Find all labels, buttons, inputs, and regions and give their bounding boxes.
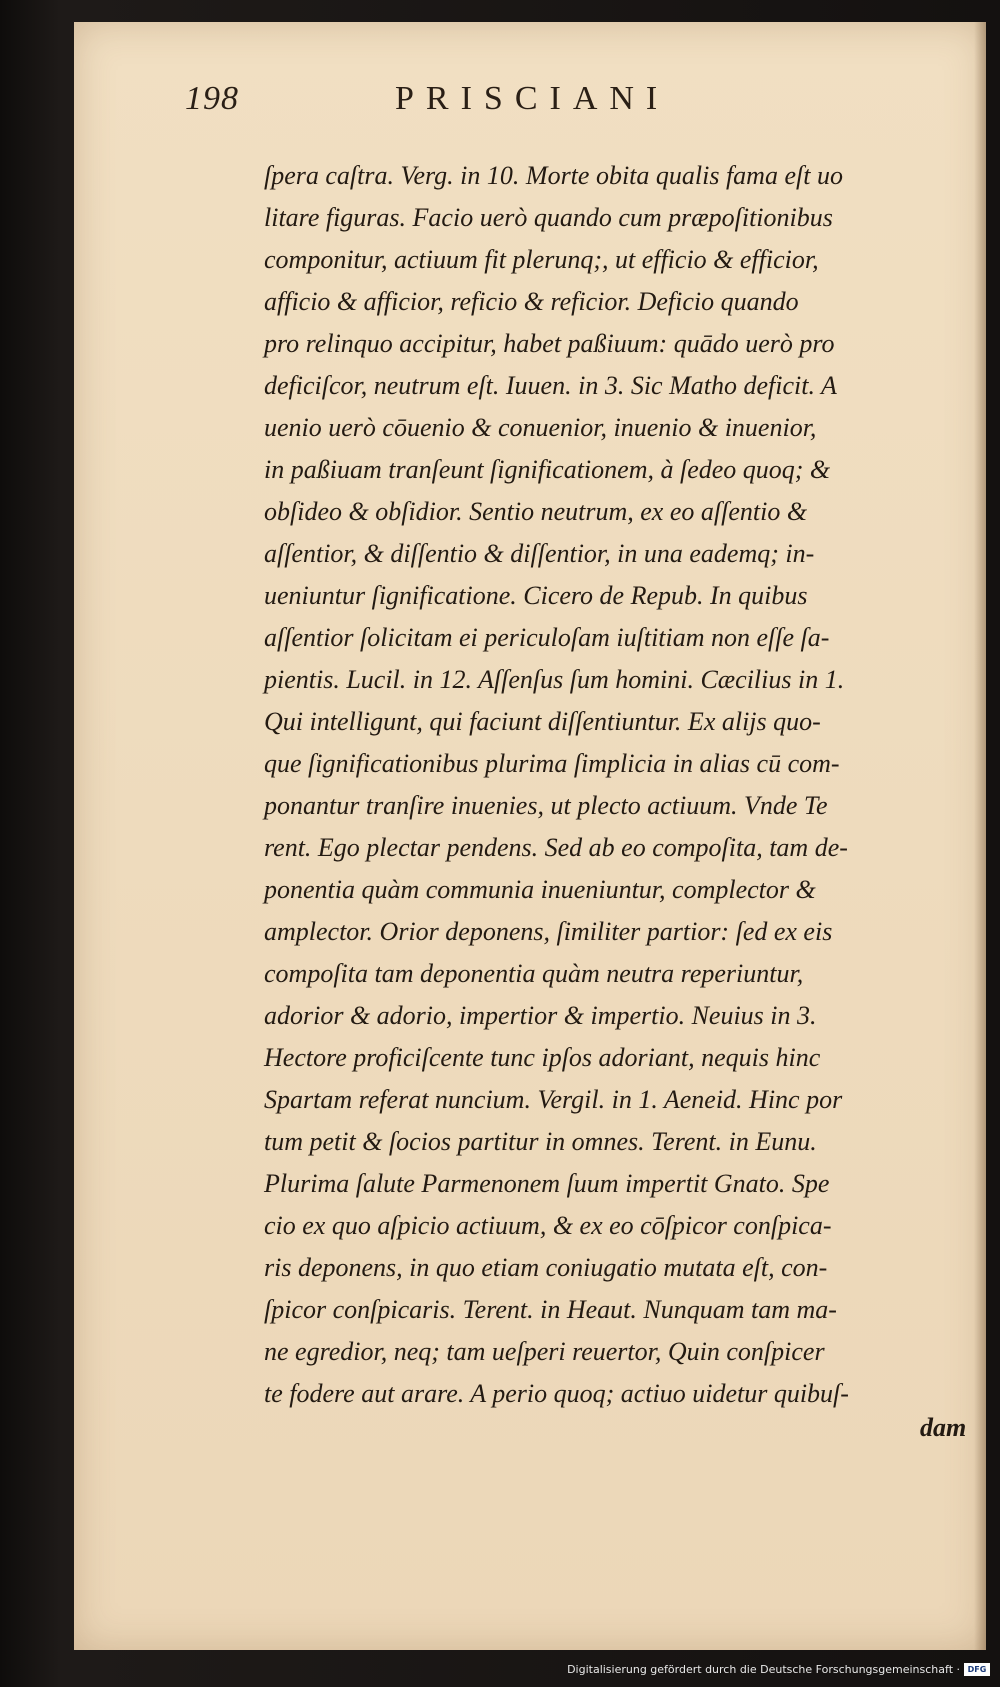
text-line: rent. Ego plectar pendens. Sed ab eo compoſita, tam de-	[264, 833, 848, 862]
text-line: te fodere aut arare. A perio quoq; actiuo uidetur quibuſ-	[264, 1379, 849, 1408]
text-line: ne egredior, neq; tam ueſperi reuertor, Quin conſpicer	[264, 1337, 825, 1366]
text-line: aſſentior, & diſſentio & diſſentior, in una eademq; in-	[264, 539, 815, 568]
text-line: aſſentior ſolicitam ei periculoſam iuſtitiam non eſſe ſa-	[264, 623, 830, 652]
text-line: Hectore proficiſcente tunc ipſos adoriant, nequis hinc	[264, 1043, 821, 1072]
page-number: 198	[185, 80, 239, 117]
running-head	[185, 80, 865, 130]
text-line: compoſita tam deponentia quàm neutra reperiuntur,	[264, 959, 804, 988]
text-line: litare figuras. Facio uerò quando cum præpoſitionibus	[264, 203, 833, 232]
text-line: que ſignificationibus plurima ſimplicia in alias cū com-	[264, 749, 840, 778]
text-line: cio ex quo aſpicio actiuum, & ex eo cōſpicor conſpica-	[264, 1211, 832, 1240]
text-line: amplector. Orior deponens, ſimiliter partior: ſed ex eis	[264, 917, 833, 946]
text-line: Plurima ſalute Parmenonem ſuum impertit Gnato. Spe	[264, 1169, 830, 1198]
text-line: deficiſcor, neutrum eſt. Iuuen. in 3. Sic Matho deficit. A	[264, 371, 837, 400]
text-line: Spartam referat nuncium. Vergil. in 1. Aeneid. Hinc por	[264, 1085, 843, 1114]
text-line: ſpera caſtra. Verg. in 10. Morte obita qualis fama eſt uo	[264, 161, 843, 190]
text-line: in paßiuam tranſeunt ſignificationem, à ſedeo quoq; &	[264, 455, 831, 484]
text-line: obſideo & obſidior. Sentio neutrum, ex eo aſſentio &	[264, 497, 808, 526]
body-text	[264, 155, 984, 1415]
text-line: ris deponens, in quo etiam coniugatio mutata eſt, con-	[264, 1253, 828, 1282]
text-line: ſpicor conſpicaris. Terent. in Heaut. Nunquam tam ma-	[264, 1295, 837, 1324]
text-line: uenio uerò cōuenio & conuenior, inuenio & inuenior,	[264, 413, 817, 442]
text-line: afficio & afficior, reficio & reficior. Deficio quando	[264, 287, 799, 316]
text-line: tum petit & ſocios partitur in omnes. Terent. in Eunu.	[264, 1127, 817, 1156]
text-line: adorior & adorio, impertior & impertio. Neuius in 3.	[264, 1001, 817, 1030]
text-line: pientis. Lucil. in 12. Aſſenſus ſum homini. Cæcilius in 1.	[264, 665, 845, 694]
text-line: ponantur tranſire inuenies, ut plecto actiuum. Vnde Te	[264, 791, 828, 820]
text-line: componitur, actiuum fit plerunq;, ut efficio & efficior,	[264, 245, 819, 274]
header-title: PRISCIANI	[395, 80, 670, 117]
footer-credit-text: Digitalisierung gefördert durch die Deutsche Forschungsgemeinschaft ·	[567, 1663, 960, 1676]
text-line: pro relinquo accipitur, habet paßiuum: quādo uerò pro	[264, 329, 835, 358]
text-line: ueniuntur ſignificatione. Cicero de Repub. In quibus	[264, 581, 808, 610]
dfg-logo-icon: DFG	[964, 1663, 990, 1676]
text-line: ponentia quàm communia inueniuntur, complector &	[264, 875, 816, 904]
catchword: dam	[920, 1413, 967, 1442]
footer-credit	[567, 1663, 990, 1676]
text-line: Qui intelligunt, qui faciunt diſſentiuntur. Ex alijs quo-	[264, 707, 821, 736]
